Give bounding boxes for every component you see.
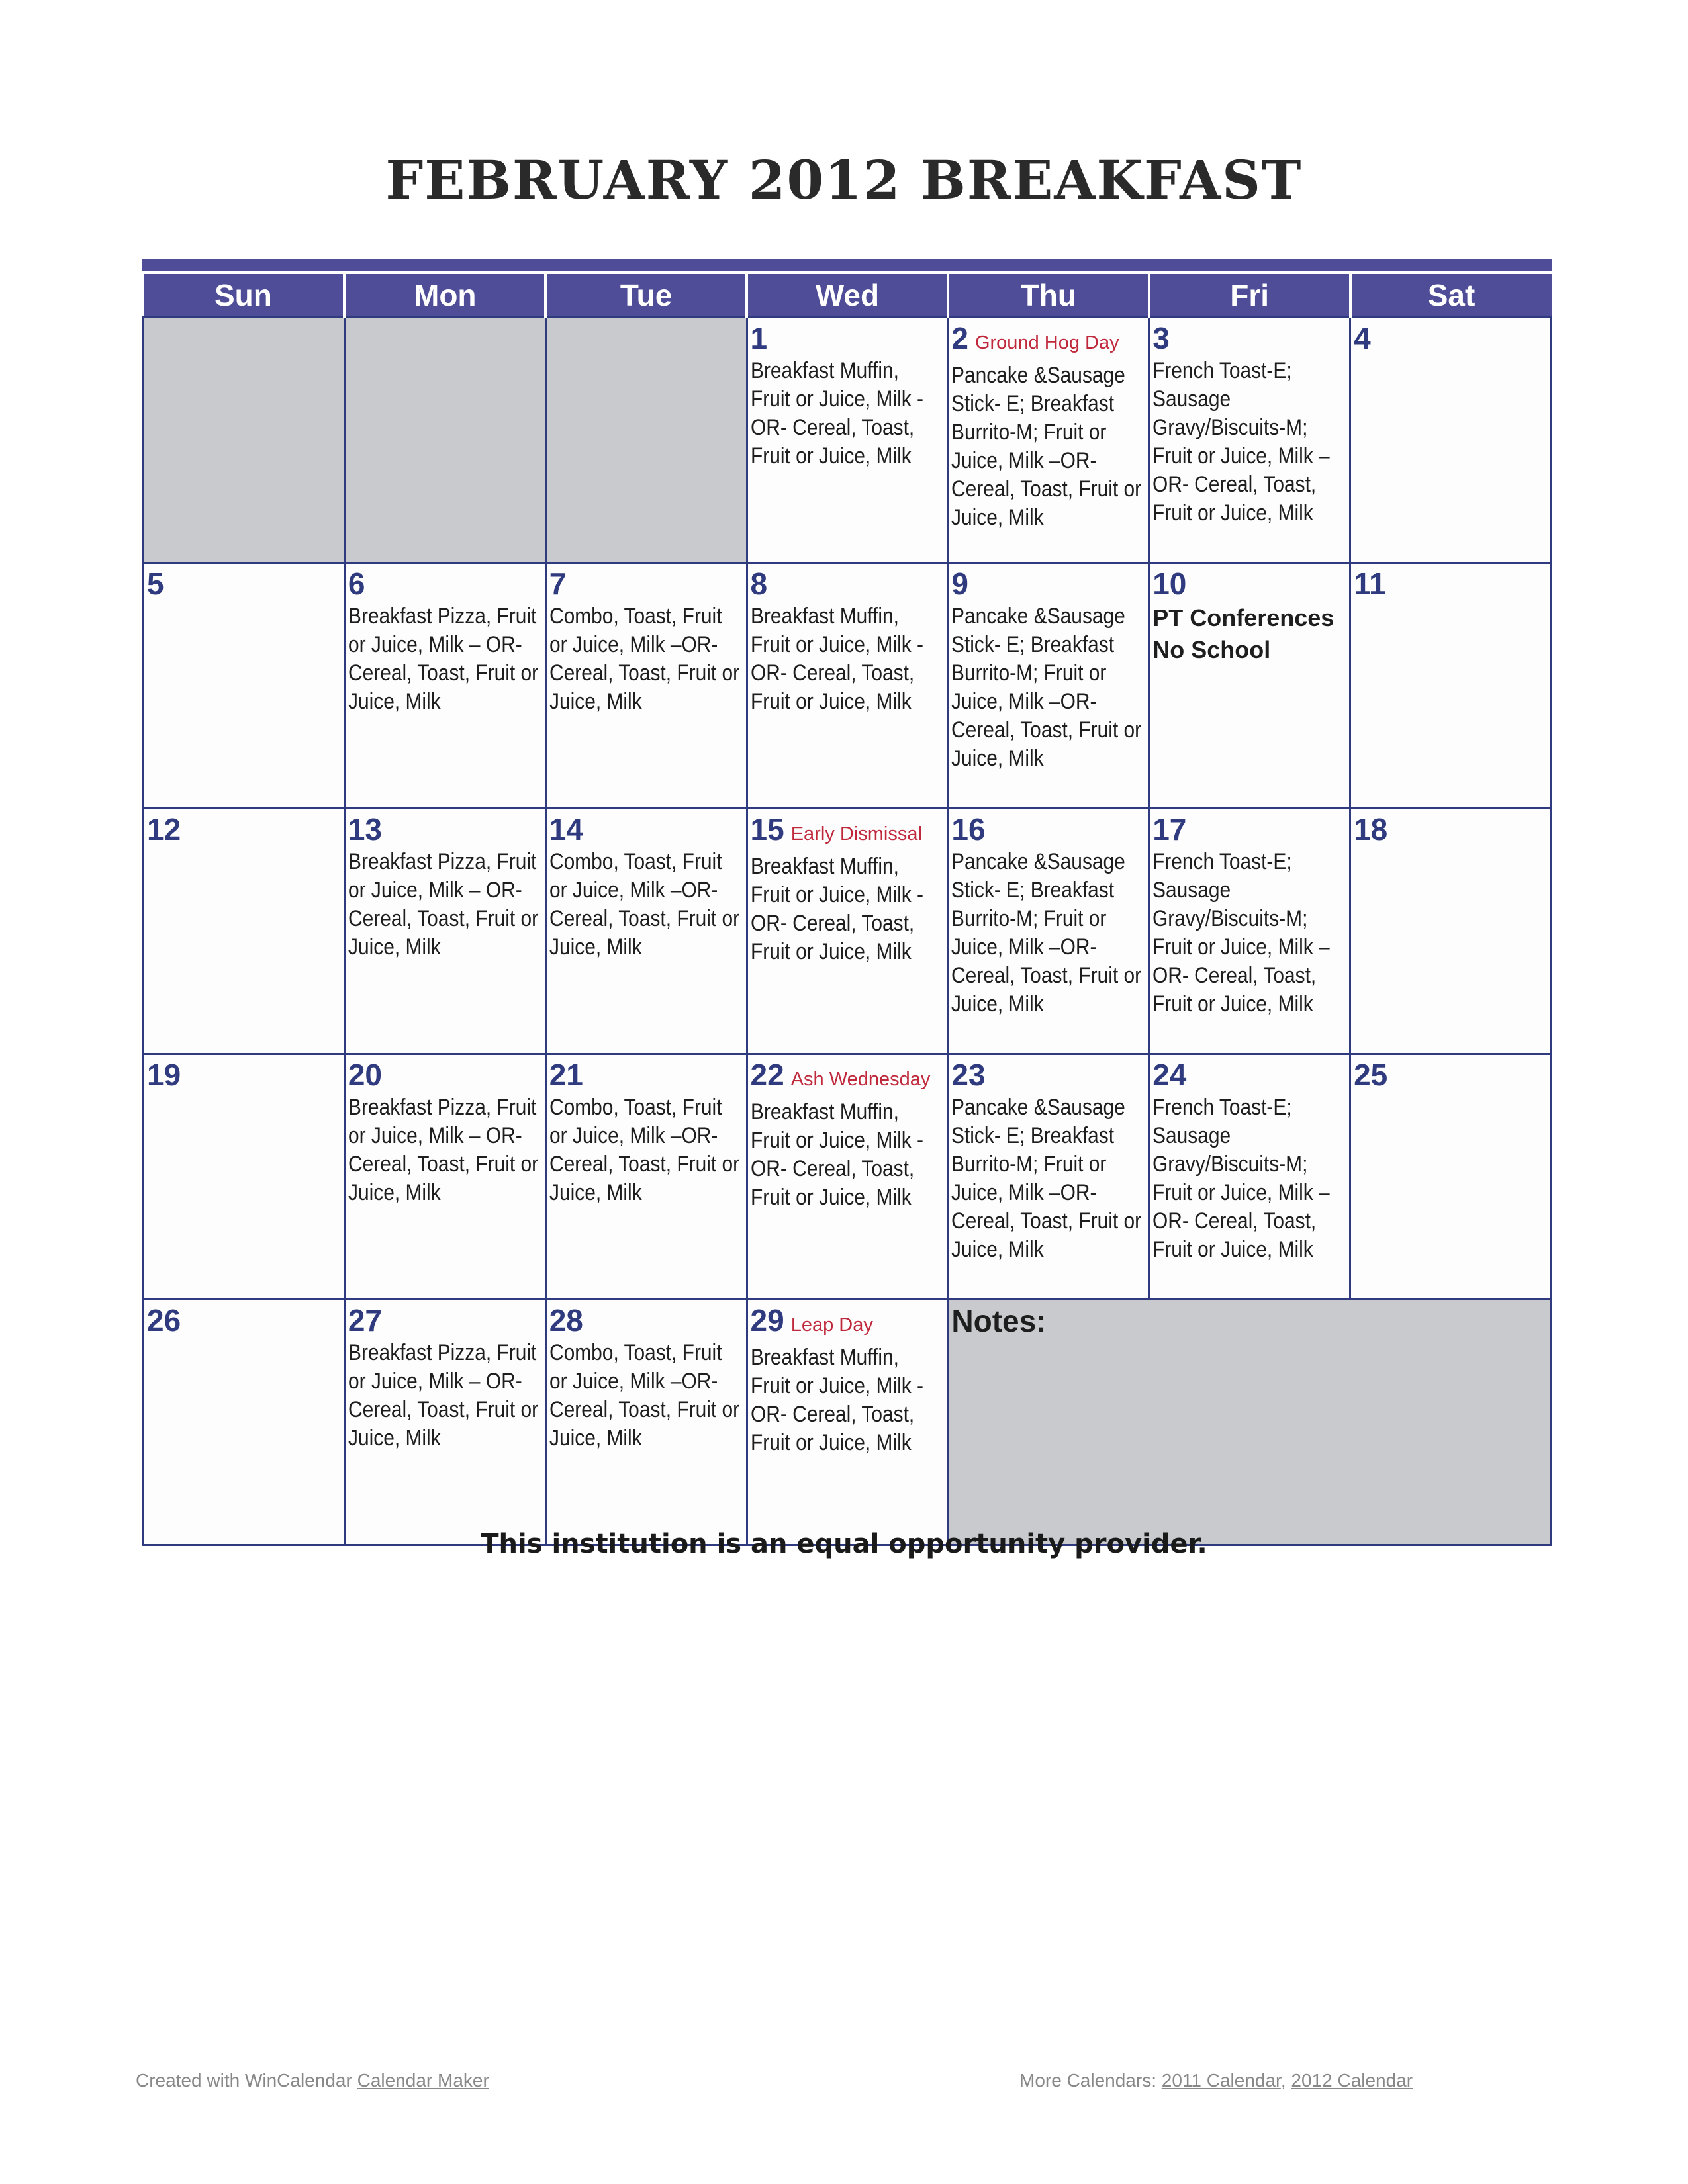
calendar-top-bar [142, 259, 1552, 271]
day-number: 23 [951, 1058, 986, 1092]
day-cell-3 [1149, 318, 1350, 563]
footer-more-text: More Calendars: [1019, 2070, 1162, 2091]
weekday-header-wed: Wed [747, 274, 948, 318]
calendar-2012-link[interactable]: 2012 Calendar [1291, 2070, 1413, 2091]
day-number: 27 [348, 1303, 383, 1338]
footer-more-calendars [1019, 2070, 1413, 2091]
day-number: 8 [750, 567, 768, 601]
day-number-line [549, 1303, 743, 1338]
day-number: 28 [549, 1303, 583, 1338]
footer-credit-text: Created with WinCalendar [136, 2070, 357, 2091]
menu-text: Breakfast Pizza, Fruit or Juice, Milk – OR- Cereal, Toast, Fruit or Juice, Milk [348, 604, 538, 714]
special-notice: PT Conferences [1152, 604, 1335, 631]
day-number: 6 [348, 567, 365, 601]
menu-text: Combo, Toast, Fruit or Juice, Milk –OR- Cereal, Toast, Fruit or Juice, Milk [549, 1095, 739, 1205]
day-number: 18 [1354, 812, 1388, 846]
equal-opportunity-statement: This institution is an equal opportunity provider. [481, 1529, 1207, 1559]
day-number: 7 [549, 567, 567, 601]
menu-text: Pancake &Sausage Stick- E; Breakfast Burrito-M; Fruit or Juice, Milk –OR- Cereal, Toast, Fruit or Juice, Milk [951, 1095, 1142, 1262]
day-cell-12 [144, 809, 345, 1054]
day-number-line [348, 1303, 542, 1338]
day-number-line [1354, 567, 1548, 601]
day-number: 20 [348, 1058, 383, 1092]
footer-credit [136, 2070, 489, 2091]
day-number-line [1152, 321, 1346, 355]
day-number-line [1152, 567, 1346, 601]
calendar-2011-link[interactable]: 2011 Calendar [1161, 2070, 1281, 2091]
week-row [144, 1054, 1552, 1300]
week-row [144, 563, 1552, 809]
day-number: 17 [1152, 812, 1187, 846]
day-cell-2 [948, 318, 1149, 563]
weekday-header-sun: Sun [144, 274, 345, 318]
day-cell-13 [344, 809, 545, 1054]
day-cell-4 [1350, 318, 1552, 563]
day-number: 2 [951, 321, 968, 355]
day-number-line [951, 812, 1145, 846]
holiday-label: Ground Hog Day [974, 332, 1119, 353]
day-cell-19 [144, 1054, 345, 1300]
day-number: 15 [750, 812, 784, 846]
day-cell-17 [1149, 809, 1350, 1054]
calendar-body [144, 318, 1552, 1545]
day-number: 12 [147, 812, 181, 846]
day-number: 26 [147, 1303, 181, 1338]
weekday-header-row [144, 274, 1552, 318]
holiday-label: Early Dismissal [790, 823, 922, 844]
day-cell-24 [1149, 1054, 1350, 1300]
day-number: 13 [348, 812, 383, 846]
day-cell-20 [344, 1054, 545, 1300]
day-number-line [549, 1058, 743, 1092]
day-cell-15 [747, 809, 948, 1054]
day-number: 24 [1152, 1058, 1187, 1092]
day-number: 19 [147, 1058, 181, 1092]
day-number: 14 [549, 812, 583, 846]
day-cell-8 [747, 563, 948, 809]
day-cell-27 [344, 1300, 545, 1545]
menu-text: Combo, Toast, Fruit or Juice, Milk –OR- Cereal, Toast, Fruit or Juice, Milk [549, 604, 739, 714]
day-number: 29 [750, 1303, 784, 1338]
day-number: 11 [1354, 567, 1386, 601]
day-cell-10 [1149, 563, 1350, 809]
menu-text: Pancake &Sausage Stick- E; Breakfast Burrito-M; Fruit or Juice, Milk –OR- Cereal, Toast, Fruit or Juice, Milk [951, 849, 1142, 1017]
day-number: 9 [951, 567, 968, 601]
day-cell-5 [144, 563, 345, 809]
day-number-line [147, 567, 341, 601]
day-number-line [951, 567, 1145, 601]
day-number-line [147, 812, 341, 846]
day-number-line [1152, 812, 1346, 846]
notes-label: Notes: [951, 1304, 1047, 1338]
menu-text: Combo, Toast, Fruit or Juice, Milk –OR- Cereal, Toast, Fruit or Juice, Milk [549, 849, 739, 960]
weekday-header-sat: Sat [1350, 274, 1552, 318]
week-row [144, 318, 1552, 563]
menu-text: Breakfast Pizza, Fruit or Juice, Milk – OR- Cereal, Toast, Fruit or Juice, Milk [348, 849, 538, 960]
day-cell-14 [545, 809, 747, 1054]
day-cell-25 [1350, 1054, 1552, 1300]
menu-text: Breakfast Muffin, Fruit or Juice, Milk -OR- Cereal, Toast, Fruit or Juice, Milk [750, 358, 923, 469]
day-number-line [751, 1058, 945, 1097]
day-number-line [348, 812, 542, 846]
menu-text: French Toast-E; Sausage Gravy/Biscuits-M; Fruit or Juice, Milk – OR- Cereal, Toast, Fruit or Juice, Milk [1152, 1095, 1330, 1262]
menu-text: French Toast-E; Sausage Gravy/Biscuits-M; Fruit or Juice, Milk – OR- Cereal, Toast, Fruit or Juice, Milk [1152, 358, 1330, 525]
footer-separator: , [1280, 2070, 1291, 2091]
day-cell-11 [1350, 563, 1552, 809]
menu-text: Breakfast Muffin, Fruit or Juice, Milk -OR- Cereal, Toast, Fruit or Juice, Milk [750, 854, 923, 964]
day-number-line [348, 1058, 542, 1092]
weekday-header-fri: Fri [1149, 274, 1350, 318]
day-number: 5 [147, 567, 164, 601]
day-cell-28 [545, 1300, 747, 1545]
day-number: 22 [750, 1058, 784, 1092]
calendar-grid [142, 274, 1552, 1546]
day-number-line [951, 321, 1145, 360]
menu-text: Pancake &Sausage Stick- E; Breakfast Burrito-M; Fruit or Juice, Milk –OR- Cereal, Toast, Fruit or Juice, Milk [951, 604, 1142, 771]
day-number: 1 [750, 321, 768, 355]
day-number-line [1354, 1058, 1548, 1092]
empty-day-cell [144, 318, 345, 563]
day-number: 16 [951, 812, 986, 846]
day-number-line [1354, 812, 1548, 846]
day-number: 10 [1152, 567, 1187, 601]
day-cell-22 [747, 1054, 948, 1300]
calendar-maker-link[interactable]: Calendar Maker [357, 2070, 489, 2091]
day-cell-26 [144, 1300, 345, 1545]
day-cell-29 [747, 1300, 948, 1545]
day-cell-9 [948, 563, 1149, 809]
holiday-label: Leap Day [790, 1314, 873, 1336]
menu-text: Combo, Toast, Fruit or Juice, Milk –OR- Cereal, Toast, Fruit or Juice, Milk [549, 1340, 739, 1451]
empty-day-cell [344, 318, 545, 563]
calendar [142, 259, 1552, 1546]
day-cell-1 [747, 318, 948, 563]
day-number-line [751, 1303, 945, 1342]
menu-text: French Toast-E; Sausage Gravy/Biscuits-M; Fruit or Juice, Milk – OR- Cereal, Toast, Fruit or Juice, Milk [1152, 849, 1330, 1017]
menu-text: Breakfast Muffin, Fruit or Juice, Milk -OR- Cereal, Toast, Fruit or Juice, Milk [750, 1099, 923, 1210]
menu-text: Pancake &Sausage Stick- E; Breakfast Burrito-M; Fruit or Juice, Milk –OR- Cereal, Toast, Fruit or Juice, Milk [951, 363, 1142, 530]
day-cell-18 [1350, 809, 1552, 1054]
day-number-line [751, 321, 945, 355]
day-number: 4 [1354, 321, 1371, 355]
day-number-line [751, 567, 945, 601]
weekday-header-thu: Thu [948, 274, 1149, 318]
day-number-line [549, 812, 743, 846]
day-number: 3 [1152, 321, 1170, 355]
page-title: FEBRUARY 2012 BREAKFAST [385, 149, 1303, 211]
day-cell-23 [948, 1054, 1149, 1300]
weekday-header-tue: Tue [545, 274, 747, 318]
special-notice: No School [1152, 636, 1271, 663]
day-number-line [147, 1058, 341, 1092]
holiday-label: Ash Wednesday [790, 1069, 931, 1090]
day-cell-7 [545, 563, 747, 809]
day-number-line [1354, 321, 1548, 355]
notes-area [948, 1300, 1552, 1545]
menu-text: Breakfast Muffin, Fruit or Juice, Milk -OR- Cereal, Toast, Fruit or Juice, Milk [750, 604, 923, 714]
day-number-line [751, 812, 945, 851]
day-number: 21 [549, 1058, 583, 1092]
day-cell-6 [344, 563, 545, 809]
menu-text: Breakfast Pizza, Fruit or Juice, Milk – OR- Cereal, Toast, Fruit or Juice, Milk [348, 1340, 538, 1451]
day-cell-21 [545, 1054, 747, 1300]
day-number: 25 [1354, 1058, 1388, 1092]
day-number-line [1152, 1058, 1346, 1092]
day-number-line [147, 1303, 341, 1338]
menu-text: Breakfast Pizza, Fruit or Juice, Milk – OR- Cereal, Toast, Fruit or Juice, Milk [348, 1095, 538, 1205]
empty-day-cell [545, 318, 747, 563]
day-number-line [549, 567, 743, 601]
week-row [144, 1300, 1552, 1545]
week-row [144, 809, 1552, 1054]
day-number-line [348, 567, 542, 601]
menu-text: Breakfast Muffin, Fruit or Juice, Milk -OR- Cereal, Toast, Fruit or Juice, Milk [750, 1345, 923, 1455]
day-cell-16 [948, 809, 1149, 1054]
weekday-header-mon: Mon [344, 274, 545, 318]
day-number-line [951, 1058, 1145, 1092]
